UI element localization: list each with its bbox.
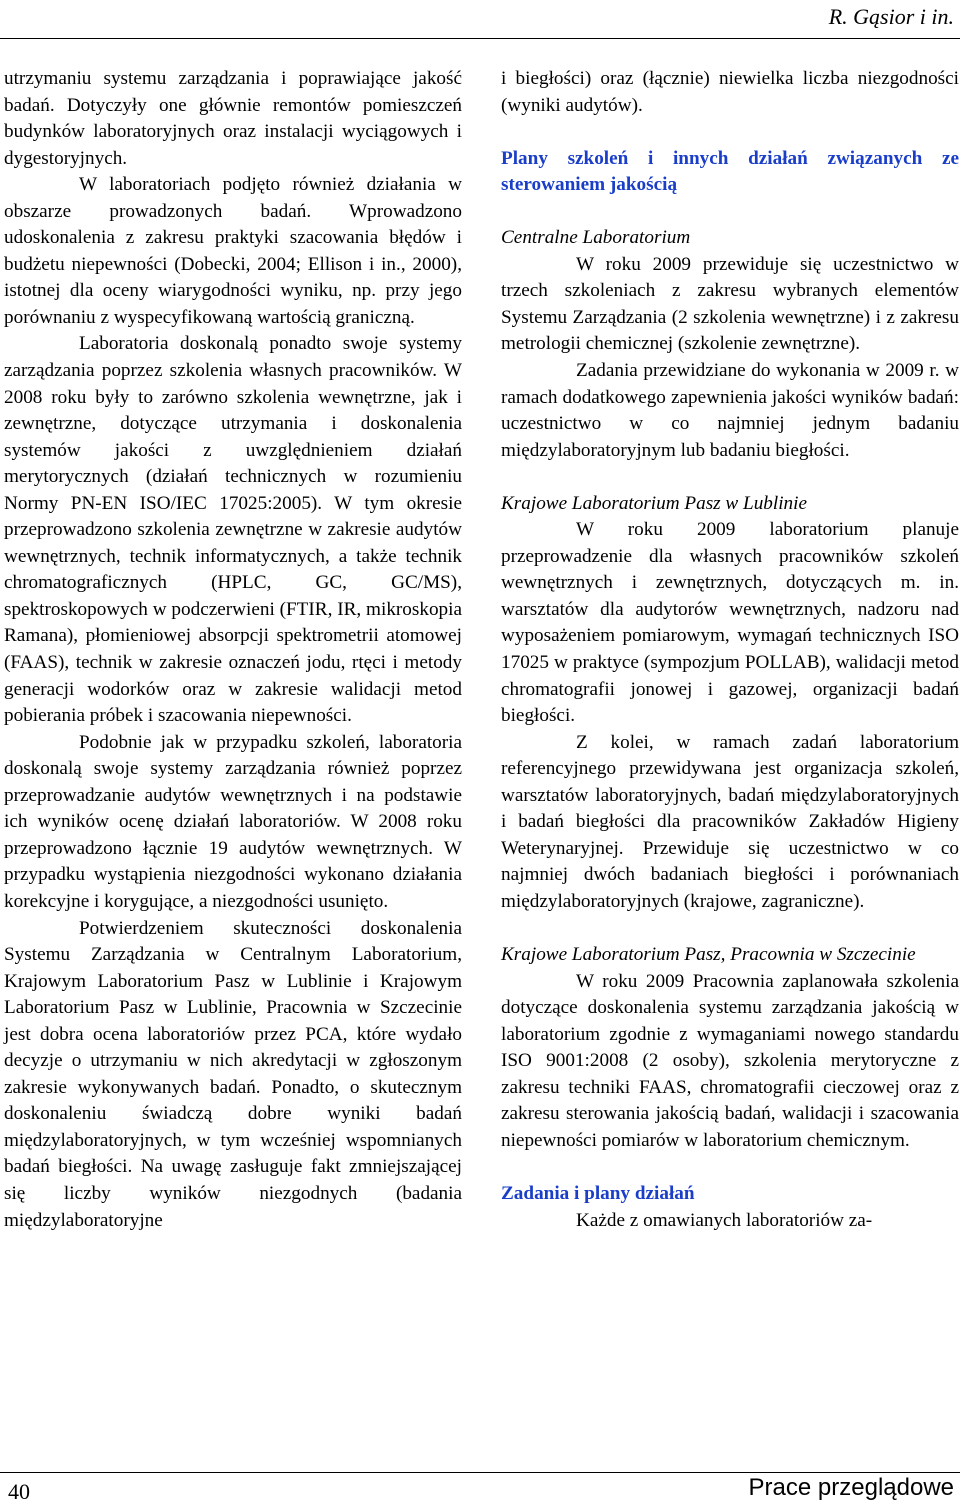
section-heading: Plany szkoleń i innych działań związanych ze sterowaniem jakością [501,147,959,196]
paragraph: utrzymaniu systemu zarządzania i poprawiające jakość badań. Dotyczyły one głównie remontów pomieszczeń budynków laboratoryjnych oraz instalacji wyciągowych i dygestoryjnych. [4,68,462,169]
page-number: 40 [8,1479,30,1504]
paragraph: Podobnie jak w przypadku szkoleń, laboratoria doskonalą swoje systemy zarządzania również poprzez przeprowadzanie audytów wewnętrznych i na podstawie ich wyników ocenę działań laboratoriów. W 2008 roku przeprowadzono łącznie 19 audytów wewnętrznych. W przypadku wystąpienia niezgodności wykonano działania korekcyjne i korygujące, a niezgodności usunięto. [4,731,462,912]
paragraph: W laboratoriach podjęto również działania w obszarze prowadzonych badań. Wprowadzono udoskonalenia z zakresu praktyki szacowania błędów i budżetu niepewności (Dobecki, 2004; Ellison i in., 2000), istotnej dla oceny wiarygodności wyniku, np. przy jego porównaniu z wyspecyfikowaną wartością graniczną. [4,174,462,328]
paragraph: W roku 2009 przewiduje się uczestnictwo w trzech szkoleniach z zakresu wybranych elementów Systemu Zarządzania (2 szkolenia wewnętrzne) i z zakresu metrologii chemicznej (szkolenie zewnętrzne). [501,253,959,355]
paragraph: W roku 2009 laboratorium planuje przeprowadzenie dla własnych pracowników szkoleń wewnętrznych i zewnętrznych, dotyczących m. in. warsztatów dla audytorów wewnętrznych, nadzoru nad wyposażeniem pomiarowym, wymagań technicznych ISO 17025 w praktyce (sympozjum POLLAB), walidacji metod chromatografii jonowej i gazowej, organizacji badań biegłości. [501,519,959,727]
paragraph: Potwierdzeniem skuteczności doskonalenia Systemu Zarządzania w Centralnym Laboratorium, Krajowym Laboratorium Pasz w Lublinie i Krajowym Laboratorium Pasz w Lublinie, Pracownia w Szczecinie jest dobra ocena laboratoriów przez PCA, które wydało decyzje o utrzymaniu w nich akredytacji w zgłoszonym zakresie wykonywanych badań. Ponadto, o skutecznym doskonaleniu świadczą dobre wyniki badań międzylaboratoryjnych, w tym wcześniej wspomnianych badań biegłości. Na uwagę zasługuje fakt zmniejszającej się liczby wyników niezgodnych (badania międzylaboratoryjne [4,917,462,1231]
subsection-heading: Krajowe Laboratorium Pasz, Pracownia w Szczecinie [501,944,916,966]
footer-section-name: Prace przeglądowe [748,1474,954,1501]
running-header-author: R. Gąsior i in. [828,4,954,29]
left-column [4,66,462,1234]
subsection-heading: Krajowe Laboratorium Pasz w Lublinie [501,492,807,514]
paragraph: Z kolei, w ramach zadań laboratorium referencyjnego przewidywana jest organizacja szkoleń, warsztatów laboratoryjnych, badań międzylaboratoryjnych i badań biegłości dla pracowników Zakładów Higieny Weterynaryjnej. Przewiduje się uczestnictwo w co najmniej dwóch badaniach biegłości i porównaniach międzylaboratoryjnych (krajowe, zagraniczne). [501,731,959,912]
paragraph: Każde z omawianych laboratoriów za- [576,1209,873,1231]
paragraph: W roku 2009 Pracownia zaplanowała szkolenia dotyczące doskonalenia systemu zarządzania jakością w laboratorium zgodnie z wymaganiami nowego standardu ISO 9001:2008 (2 osoby), szkolenia merytoryczne z zakresu techniki FAAS, chromatografii cieczowej oraz z zakresu sterowania jakością badań, walidacji i szacowania niepewności pomiarów w laboratorium chemicznym. [501,970,959,1151]
right-column [501,66,959,1234]
paragraph: i biegłości) oraz (łącznie) niewielka liczba niezgodności (wyniki audytów). [501,68,959,116]
subsection-heading: Centralne Laboratorium [501,227,691,249]
paragraph: Laboratoria doskonalą ponadto swoje systemy zarządzania poprzez szkolenia własnych pracowników. W 2008 roku były to zarówno szkolenia wewnętrzne, jak i zewnętrzne, dotyczące utrzymania i doskonalenia systemów jakości z uwzględnieniem działań merytorycznych (działań technicznych w rozumieniu Normy PN-EN ISO/IEC 17025:2005). W tym okresie przeprowadzono szkolenia zewnętrzne w zakresie audytów wewnętrznych, technik informatycznych, a także technik chromatograficznych (HPLC, GC, GC/MS), spektroskopowych w podczerwieni (FTIR, IR, mikroskopia Ramana), płomieniowej absorpcji spektrometrii atomowej (FAAS), technik w zakresie oznaczeń jodu, rtęci i metody generacji wodorków oraz w zakresie walidacji metod pobierania próbek i szacowania niepewności. [4,333,462,727]
footer-rule [0,1472,960,1473]
header-rule [0,38,960,39]
paragraph: Zadania przewidziane do wykonania w 2009 r. w ramach dodatkowego zapewnienia jakości wyników badań: uczestnictwo w co najmniej jednym badaniu międzylaboratoryjnym lub badaniu biegłości. [501,360,959,461]
section-heading: Zadania i plany działań [501,1182,695,1204]
